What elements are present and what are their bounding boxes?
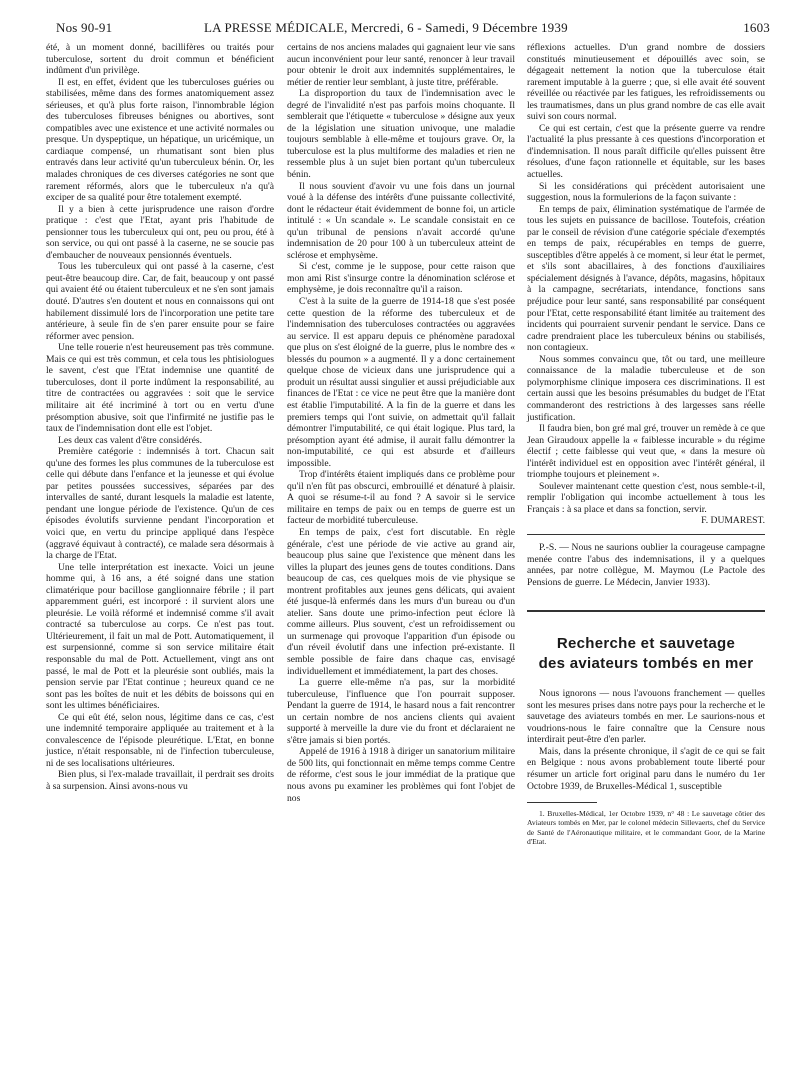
- paragraph: Il est, en effet, évident que les tuberculoses guéries ou stabilisées, même dans des formes anatomiquement assez sérieuses, et qu'à plus forte raison, l'innombrable légion des tuberculoses fibreuses bénignes ou abortives, sont compatibles avec une existence et une activité normales ou presque. Un dyspeptique, un hépatique, un uricémique, un cardiaque compensé, un rhumatisant sont bien plus entravés dans leur activité qu'un tuberculeux bénin. Or, les malades chroniques de ces diverses catégories ne sont que rarement réformés, alors que le tuberculeux n'a qu'à exciper de sa qualité pour être totalement exempté.: [46, 76, 274, 204]
- paragraph: Nous ignorons — nous l'avouons franchement — quelles sont les mesures prises dans notre pays pour la recherche et le sauvetage des aviateurs tombés en mer. Le saurions-nous et voudrions-nous le faire connaître que la Censure nous interdirait peut-être d'en parler.: [527, 688, 765, 746]
- heading-line-1: Recherche et sauvetage: [556, 635, 736, 653]
- paragraph: réflexions actuelles. D'un grand nombre de dossiers constitués minutieusement et dépouillés avec soin, se dégageait nettement la notion que la tuberculose était rarement imputable à la guerre ; que, si elle avait été souvent réveillée ou réactivée par les fatigues, les refroidissements ou les traumatismes, dans un plus grand nombre de cas elle avait suivi son cours normal.: [527, 42, 765, 123]
- paragraph: Trop d'intérêts étaient impliqués dans ce problème pour qu'il n'en fût pas obscurci, embrouillé et dénaturé à plaisir. A quoi se résume-t-il au fond ? A savoir si le service militaire en temps de paix ou en temps de guerre est un facteur de morbidité tuberculeuse.: [287, 469, 515, 527]
- issue-number: Nos 90-91: [56, 20, 113, 35]
- paragraph: Ce qui eût été, selon nous, légitime dans ce cas, c'est une indemnité temporaire appliquée au traitement et à la convalescence de l'épisode pleurétique. L'Etat, en bonne justice, n'était responsable, ni de l'infection tuberculeuse, ni de ses localisations ultérieures.: [46, 711, 274, 769]
- paragraph: La disproportion du taux de l'indemnisation avec le degré de l'invalidité n'est pas parfois moins choquante. Il semblerait que l'étiquette « tuberculose » désigne aux yeux de la législation une situation univoque, une maladie toujours semblable à elle-même et toujours grave. Or, la tuberculose est la plus multiforme des maladies et rien ne ressemble plus à un sujet bien portant qu'un tuberculeux bénin.: [287, 88, 515, 181]
- paragraph: Ce qui est certain, c'est que la présente guerre va rendre l'actualité la plus pressante à ces questions d'incorporation et d'indemnisation. Il nous paraît difficile qu'elles puissent être résolues, d'une façon rationnelle et équitable, sur les bases actuelles.: [527, 122, 765, 181]
- column-1: [46, 42, 274, 793]
- article-divider: [527, 610, 765, 612]
- journal-title: LA PRESSE MÉDICALE, Mercredi, 6 - Samedi, 9 Décembre 1939: [204, 20, 568, 35]
- page-number: 1603: [743, 20, 770, 35]
- paragraph: Il y a bien à cette jurisprudence une raison d'ordre pratique : c'est que l'Etat, ayant pris l'habitude de pensionner tous les tuberculeux qui ont, peu ou prou, été à son service, ou qui ont passé à la caserne, ne se soucie pas d'embaucher de nouveaux pensionnés éventuels.: [46, 203, 274, 261]
- paragraph: Nous sommes convaincu que, tôt ou tard, une meilleure connaissance de la maladie tuberculeuse et de son polymorphisme clinique imposera ces discriminations. Il est certain aussi que les besoins présumables du budget de l'Etat commanderont des restrictions à des largesses sans réelle justification.: [527, 353, 765, 423]
- paragraph: Appelé de 1916 à 1918 à diriger un sanatorium militaire de 500 lits, qui fonctionnait en même temps comme Centre de réforme, c'est sous le jour immédiat de la pratique que nous avons pu examiner les problèmes qui font l'objet de nos: [287, 746, 515, 804]
- paragraph: Une telle interprétation est inexacte. Voici un jeune homme qui, à 16 ans, a été soigné dans une station climatérique pour bacillose ganglionnaire fébrile ; il part apparemment guéri, est incorporé : il survient alors une pleurésie. Le voilà réformé et indemnisé comme s'il avait contracté sa tuberculose au corps. Ce n'est pas tout. Ultérieurement, il fait un mal de Pott. Automatiquement, il est surpensionné, comme si son service militaire était responsable du mal de Pott. Actuellement, vingt ans ont passé, le mal de Pott et la pleurésie sont oubliés, mais la pension servie par l'Etat continue ; heureux quand ce ne sont pas les boîtes de nuit et les débits de boissons qui en sont les ultimes bénéficiaires.: [46, 561, 274, 712]
- paragraph: Si les considérations qui précèdent autorisaient une suggestion, nous la formulerions de la façon suivante :: [527, 180, 765, 204]
- paragraph: Mais, dans la présente chronique, il s'agit de ce qui se fait en Belgique : nous avons probablement toute liberté pour résumer un article fort original paru dans le numéro du 1er Octobre 1939, de Bruxelles-Médical 1, susceptible: [527, 745, 765, 792]
- paragraph: été, à un moment donné, bacillifères ou traités pour tuberculose, sortent du droit commun et bénéficient indûment d'un privilège.: [46, 42, 274, 77]
- column-2: [287, 42, 515, 804]
- paragraph: Bien plus, si l'ex-malade travaillait, il perdrait ses droits à sa surpension. Ainsi avons-nous vu: [46, 769, 274, 792]
- paragraph: Il faudra bien, bon gré mal gré, trouver un remède à ce que Jean Giraudoux appelle la « faiblesse incurable » du régime électif ; cette faiblesse qui veut que, « dans la mesure où l'intérêt individuel est en opposition avec l'intérêt général, il triomphe toujours et pleinement ».: [527, 423, 765, 481]
- paragraph: certains de nos anciens malades qui gagnaient leur vie sans aucun inconvénient pour leur santé, renoncer à leur travail pour obtenir le droit aux indemnités supplémentaires, le métier de rentier leur semblant, à juste titre, préférable.: [287, 42, 515, 88]
- page-header: [40, 20, 770, 38]
- heading-line-2: des aviateurs tombés en mer: [538, 655, 754, 673]
- paragraph: En temps de paix, élimination systématique de l'armée de tous les sujets en puissance de bacillose. Toutefois, création par le conseil de révision d'une catégorie spéciale d'exemptés en temps de paix, récupérables en temps de guerre, susceptibles d'être appelés à ce moment, si leur état le permet, et s'ils sont abacillaires, à des fonctions d'auxiliaires spécialement désignés à l'avance, dépôts, magasins, hôpitaux à la campagne, secrétariats, intendance, fonctions sans préjudice pour leur santé, sans responsabilité par conséquent pour l'Etat, cette responsabilité étant limitée au traitement des incidents qui pourraient survenir pendant le service. Dans ce cadre prendraient place les tuberculeux bénins ou stabilisés, non contagieux.: [527, 203, 765, 354]
- author-signature: F. DUMAREST.: [701, 515, 765, 527]
- paragraph: Première catégorie : indemnisés à tort. Chacun sait qu'une des formes les plus communes de la tuberculose est celle qui débute dans l'enfance et la jeunesse et qui évolue par petites poussées successives, séparées par des intervalles de santé, durant lesquels la maladie est latente, pendant une longue période de l'existence. Qu'un de ces épisodes évolutifs survienne pendant l'incorporation et voici que, en vertu du principe appliqué dans l'espèce (aggravé équivaut à contracté), ce malade sera désormais à la charge de l'Etat.: [46, 446, 274, 562]
- paragraph: Une telle rouerie n'est heureusement pas très commune. Mais ce qui est très commun, et cela tous les phtisiologues le savent, c'est que l'Etat indemnise une quantité de tuberculoses, dont il porte indûment la responsabilité, au titre de contractées ou aggravées : soit que le service militaire ait été incriminé à tort ou en vertu d'une présomption abusive, soit que l'infirmité ne justifie pas le taux de l'indemnisation dont elle est l'objet.: [46, 342, 274, 435]
- paragraph: Les deux cas valent d'être considérés.: [58, 434, 202, 446]
- paragraph: La guerre elle-même n'a pas, sur la morbidité tuberculeuse, l'influence que l'on pourrait supposer. Pendant la guerre de 1914, le hasard nous a fait rencontrer un certain nombre de nos anciens clients qui avaient supporté à merveille la dure vie du front et déclaraient ne s'être jamais si bien portés.: [287, 677, 515, 746]
- article-heading: [527, 634, 765, 674]
- divider: [527, 534, 765, 535]
- paragraph: C'est à la suite de la guerre de 1914-18 que s'est posée cette question de la réforme des tuberculeux et de l'indemnisation des tuberculoses contractées ou aggravées au service. Il est apparu depuis ce phénomène paradoxal que plus on s'est éloigné de la guerre, plus le nombre des « blessés du poumon » a augmenté. Il y a donc certainement quelque chose de vicieux dans une jurisprudence qui a produit un résultat aussi singulier et aussi préjudiciable aux finances de l'Etat : ce vice ne peut être que la manière dont est établie l'imputabilité. A la fin de la guerre et dans les premiers temps qui l'ont suivie, on admettait qu'il fallait démontrer l'imputabilité, ce qui était logique. Plus tard, la présomption ayant été admise, il aurait fallu démontrer la non-imputabilité, ce qui est absurde et d'ailleurs impossible.: [287, 296, 515, 469]
- paragraph: Il nous souvient d'avoir vu une fois dans un journal voué à la défense des intérêts d'une puissante collectivité, dont le rédacteur était évidemment de bonne foi, un article intitulé : « Un scandale ». Le scandale consistait en ce qu'un tribunal de pensions n'avait accordé qu'une indemnisation de 20 pour 100 à un tuberculeux atteint de sclérose et emphysème.: [287, 180, 515, 261]
- paragraph: Soulever maintenant cette question c'est, nous semble-t-il, remplir l'obligation qui incombe actuellement à tous les Français : à sa place et dans sa fonction, servir.: [527, 480, 765, 515]
- paragraph: Si c'est, comme je le suppose, pour cette raison que mon ami Rist s'insurge contre la dénomination sclérose et emphysème, je dois reconnaître qu'il a raison.: [287, 261, 515, 296]
- paragraph: En temps de paix, c'est fort discutable. En règle générale, c'est une période de vie active au grand air, beaucoup plus saine que l'existence que mènent dans les villes la plupart des jeunes gens de toutes conditions. Dans beaucoup de cas, ces quelques mois de vie physique se montrent profitables aux jeunes gens délicats, qui avaient été jusque-là enfermés dans les murs d'un bureau ou d'un atelier. Sans doute une primo-infection peut éclore là comme ailleurs. Plus souvent, c'est un refroidissement ou un surmenage qui provoque l'apparition d'un épisode ou d'un réveil évolutif dans une infection pré-existante. Il semble possible de faire dans chaque cas, envisagé individuellement et immédiatement, la part des choses.: [287, 526, 515, 677]
- footnote-divider: [527, 802, 597, 803]
- footnote: 1. Bruxelles-Médical, 1er Octobre 1939, n° 48 : Le sauvetage côtier des Aviateurs tombés en Mer, par le colonel médecin Sillevaerts, chef du Service de Santé de l'Aéronautique militaire, et le commandant Goor, de la Marine d'Etat.: [527, 809, 765, 847]
- column-3: [527, 42, 765, 847]
- paragraph: Tous les tuberculeux qui ont passé à la caserne, c'est peut-être beaucoup dire. Car, de fait, beaucoup y ont passé qui avaient été ou étaient tuberculeux et ne s'en sont jamais douté. D'autres s'en doutent et nous en connaissons qui ont habilement dissimulé lors de l'incorporation une petite tare antérieure, à seule fin de s'en parer ensuite pour se faire réformer avec pension.: [46, 261, 274, 342]
- postscript: P.-S. — Nous ne saurions oublier la courageuse campagne menée contre l'abus des indemnisations, il y a quelques années, par notre collègue, M. Maymou (Le Pactole des Pensions de guerre. Le Médecin, Janvier 1933).: [527, 541, 765, 588]
